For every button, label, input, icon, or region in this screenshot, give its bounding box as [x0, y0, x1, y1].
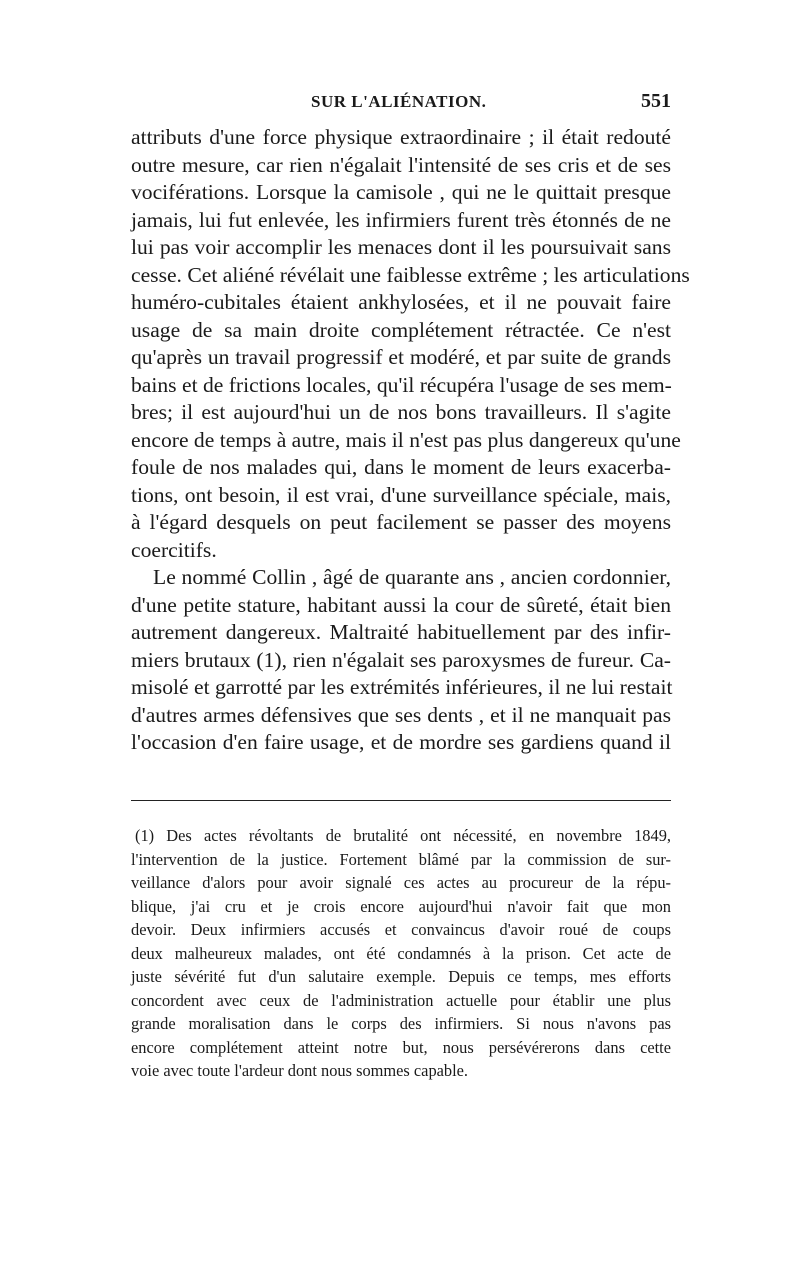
text-line: à l'égard desquels on peut facilement se passer des moyens: [131, 510, 671, 534]
text-line: lui pas voir accomplir les menaces dont il les poursuivait sans: [131, 235, 671, 259]
text-line: tions, ont besoin, il est vrai, d'une surveillance spéciale, mais,: [131, 482, 671, 507]
text-line: d'autres armes défensives que ses dents , et il ne manquait pas: [131, 702, 671, 727]
body-text: [131, 124, 690, 757]
footnote-line: devoir. Deux infirmiers accusés et convaincus d'avoir roué de coups: [131, 920, 671, 939]
footnote-line: blique, j'ai cru et je crois encore aujourd'hui n'avoir fait que mon: [131, 896, 671, 916]
footnote-rule: [131, 800, 671, 801]
footnote-line: grande moralisation dans le corps des infirmiers. Si nous n'avons pas: [131, 1014, 671, 1033]
page-number: 551: [641, 90, 671, 112]
running-head-title: SUR L'ALIÉNATION.: [311, 92, 487, 111]
text-line: bains et de frictions locales, qu'il récupéra l'usage de ses mem-: [131, 372, 672, 397]
text-line: huméro-cubitales étaient ankhylosées, et il ne pouvait faire: [131, 290, 671, 314]
text-line: bres; il est aujourd'hui un de nos bons travailleurs. Il s'agite: [131, 400, 671, 424]
text-line: l'occasion d'en faire usage, et de mordre ses gardiens quand il: [131, 730, 671, 754]
text-line: Le nommé Collin , âgé de quarante ans , ancien cordonnier,: [153, 565, 671, 589]
paragraph-2: [131, 564, 671, 757]
running-head: [131, 92, 671, 116]
footnote-line: juste sévérité fut d'un salutaire exemple. Depuis ce temps, mes efforts: [131, 967, 671, 986]
text-line: qu'après un travail progressif et modéré, et par suite de grands: [131, 345, 671, 369]
text-line: foule de nos malades qui, dans le moment de leurs exacerba-: [131, 455, 671, 479]
footnote-line: veillance d'alors pour avoir signalé ces actes au procureur de la répu-: [131, 873, 671, 892]
footnote: [131, 824, 671, 1083]
footnote-line: voie avec toute l'ardeur dont nous sommes capable.: [131, 1061, 469, 1080]
paragraph-1: [131, 124, 690, 564]
text-line: jamais, lui fut enlevée, les infirmiers furent très étonnés de ne: [131, 207, 671, 232]
text-line: cesse. Cet aliéné révélait une faiblesse extrême ; les articulations: [131, 262, 690, 287]
footnote-line: deux malheureux malades, ont été condamnés à la prison. Cet acte de: [131, 943, 671, 963]
text-line: usage de sa main droite complétement rétractée. Ce n'est: [131, 317, 671, 342]
text-line: misolé et garrotté par les extrémités inférieures, il ne lui restait: [131, 675, 673, 699]
footnote-line: (1) Des actes révoltants de brutalité ont nécessité, en novembre 1849,: [135, 826, 671, 845]
footnote-line: concordent avec ceux de l'administration actuelle pour établir une plus: [131, 990, 671, 1010]
text-line: attributs d'une force physique extraordinaire ; il était redouté: [131, 125, 671, 149]
text-line: coercitifs.: [131, 537, 217, 562]
text-line: miers brutaux (1), rien n'égalait ses paroxysmes de fureur. Ca-: [131, 647, 671, 672]
footnote-line: l'intervention de la justice. Fortement blâmé par la commission de sur-: [131, 849, 671, 869]
footnote-line: encore complétement atteint notre but, nous persévérerons dans cette: [131, 1037, 671, 1057]
text-line: outre mesure, car rien n'égalait l'intensité de ses cris et de ses: [131, 152, 671, 177]
text-line: d'une petite stature, habitant aussi la cour de sûreté, était bien: [131, 592, 671, 617]
text-line: autrement dangereux. Maltraité habituellement par des infir-: [131, 620, 671, 644]
text-line: vociférations. Lorsque la camisole , qui ne le quittait presque: [131, 180, 671, 204]
text-line: encore de temps à autre, mais il n'est pas plus dangereux qu'une: [131, 427, 681, 452]
